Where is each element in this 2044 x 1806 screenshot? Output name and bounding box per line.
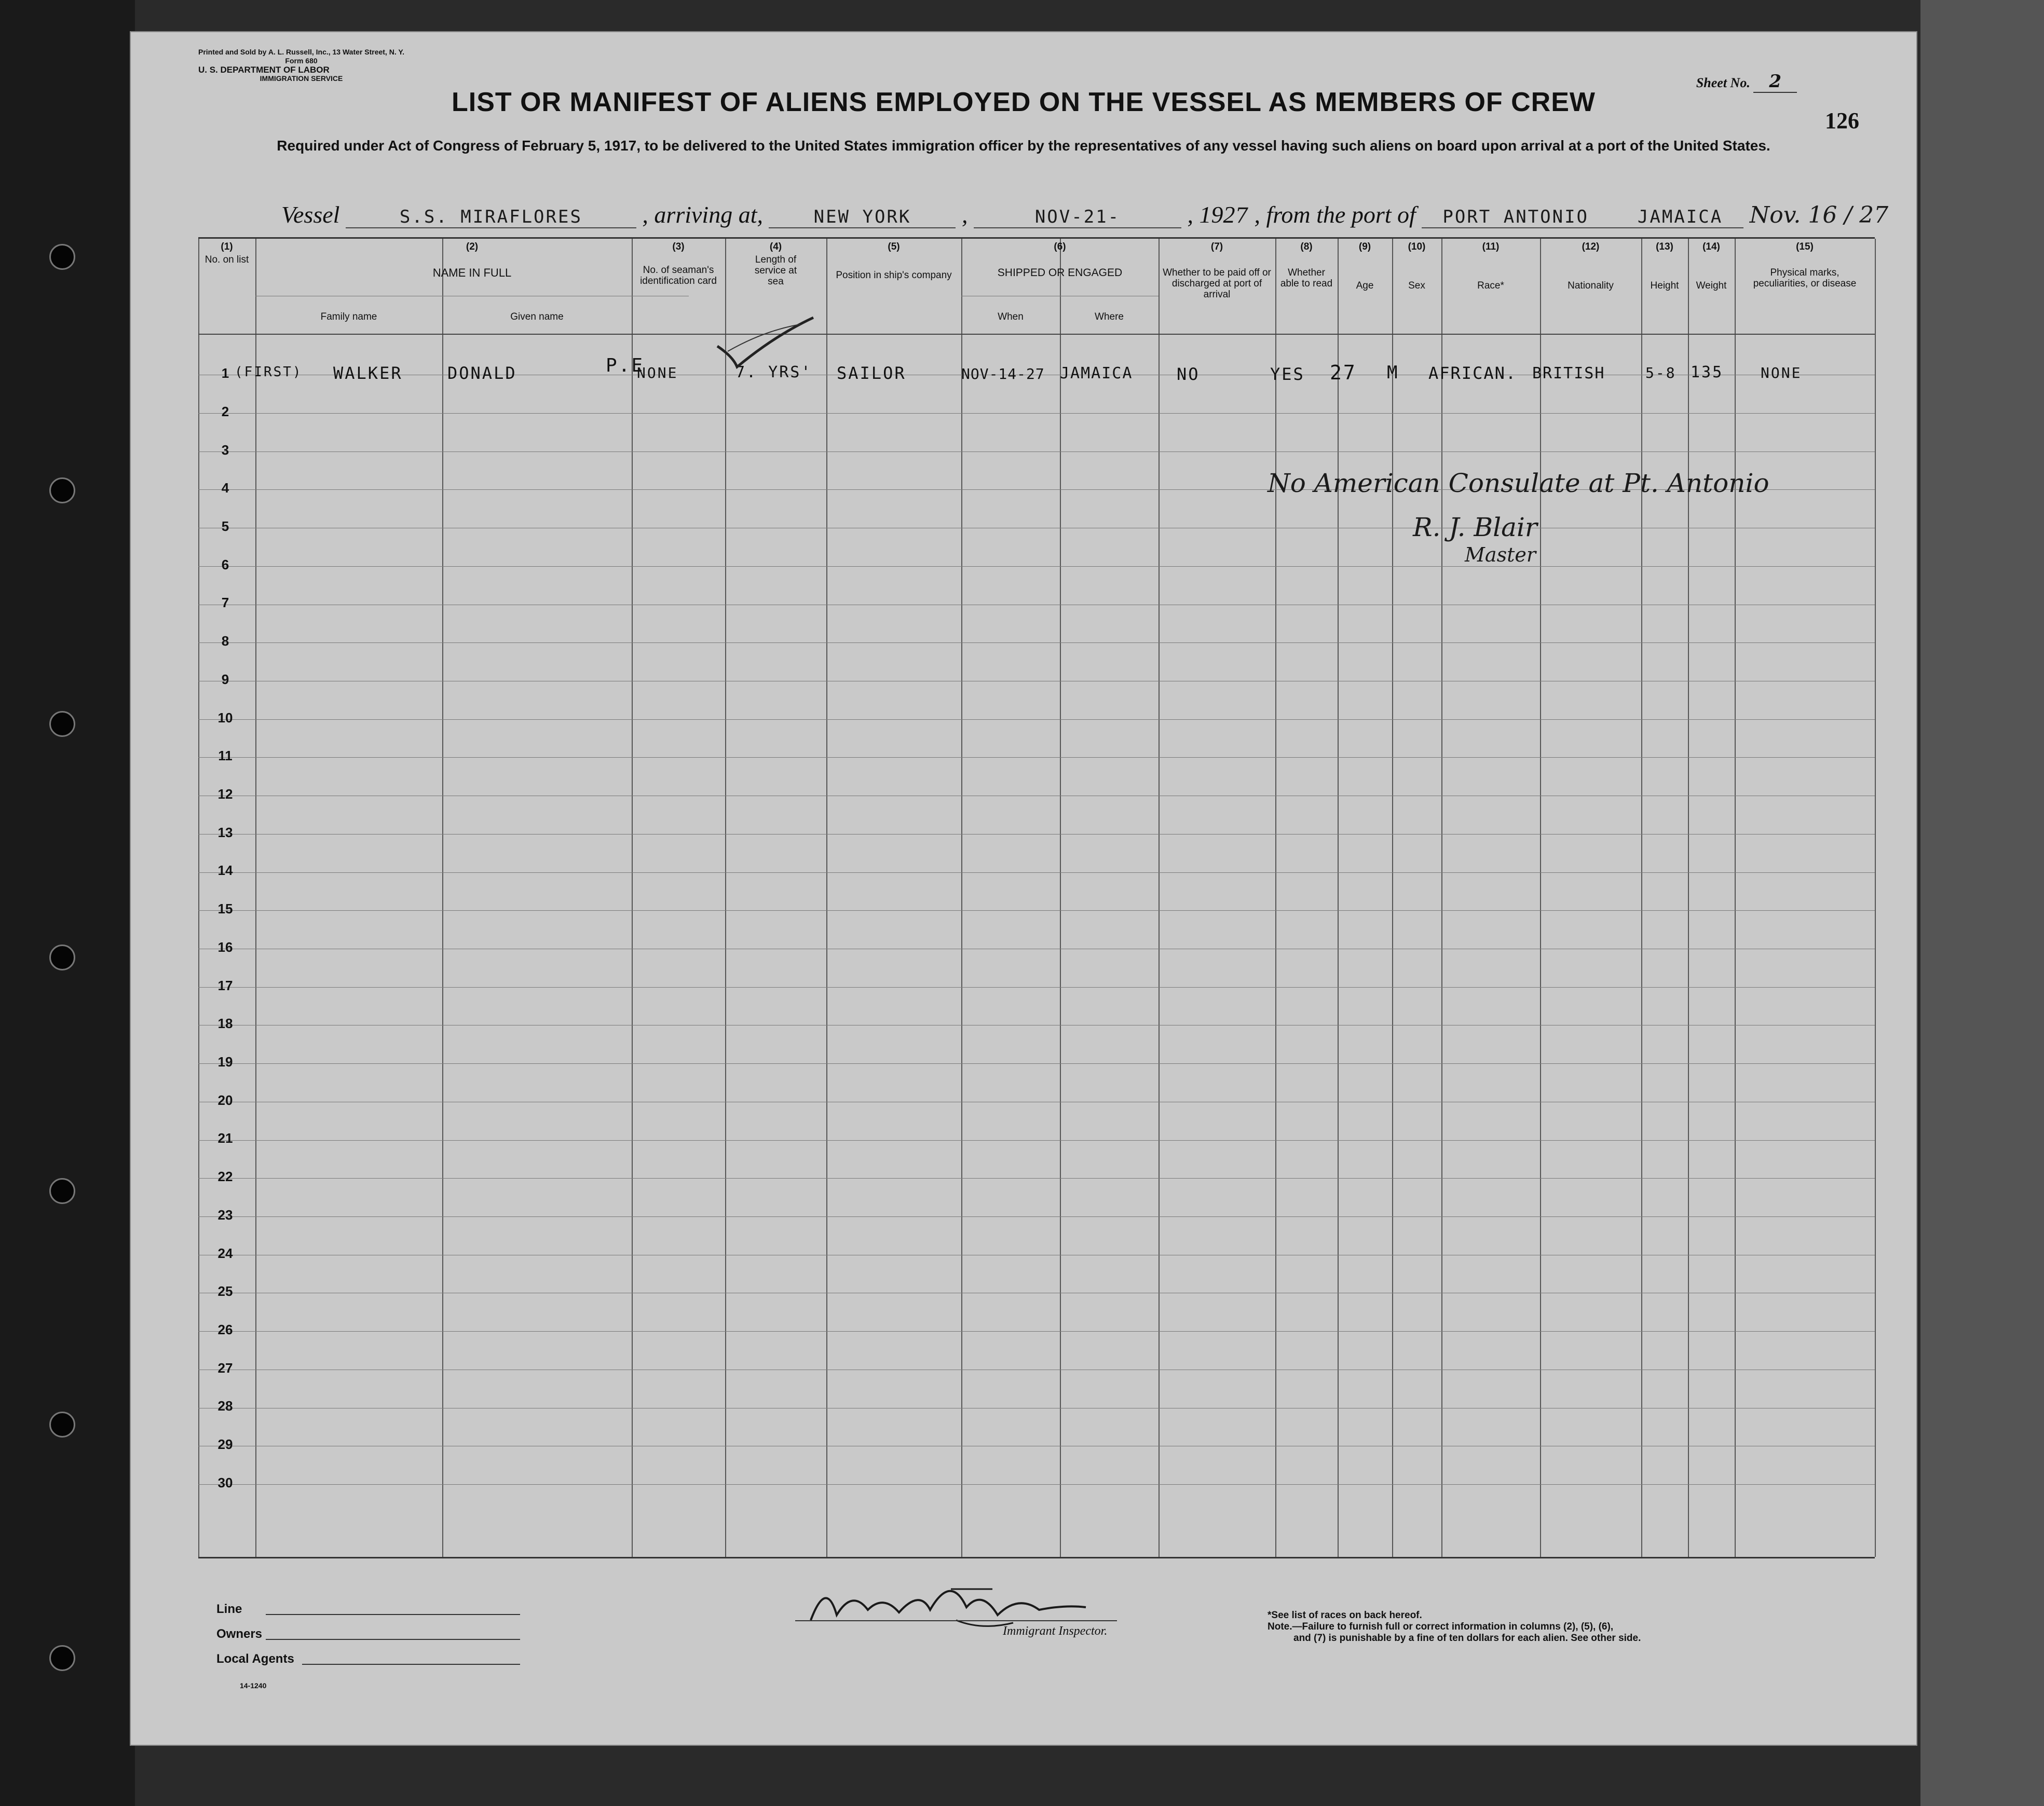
row-number: 21 xyxy=(217,1130,233,1146)
departure-date: Nov. 16 / 27 xyxy=(1749,202,1889,228)
binder-hole xyxy=(49,244,75,270)
row-number: 2 xyxy=(221,404,229,419)
manifest-grid xyxy=(198,237,1875,1558)
col-num-3: (3) xyxy=(672,241,685,252)
col-head-8: Whether able to read xyxy=(1280,267,1333,289)
row-number: 28 xyxy=(217,1398,233,1414)
row-number: 7 xyxy=(221,595,229,610)
vessel-label: Vessel xyxy=(281,201,340,228)
col-num-11: (11) xyxy=(1482,241,1500,252)
col-num-5: (5) xyxy=(888,241,900,252)
entry-sex: M xyxy=(1387,362,1399,383)
col-num-1: (1) xyxy=(221,241,233,252)
col-num-10: (10) xyxy=(1408,241,1426,252)
row-number: 12 xyxy=(217,786,233,802)
col-head-13: Height xyxy=(1650,280,1679,291)
service-name: IMMIGRATION SERVICE xyxy=(260,74,343,83)
row-number: 8 xyxy=(221,633,229,649)
row-number: 5 xyxy=(221,518,229,534)
form-title: LIST OR MANIFEST OF ALIENS EMPLOYED ON THE VESSEL AS MEMBERS OF CREW xyxy=(452,87,1596,117)
entry-nationality: BRITISH xyxy=(1532,364,1605,382)
row-number: 30 xyxy=(217,1475,233,1490)
row-number: 14 xyxy=(217,863,233,878)
binder-strip xyxy=(0,0,135,1806)
sheet-value: 2 xyxy=(1753,71,1797,93)
col-head-1: No. on list xyxy=(205,254,249,265)
row-number: 4 xyxy=(221,480,229,496)
col-sub-when: When xyxy=(998,311,1024,322)
col-num-12: (12) xyxy=(1582,241,1600,252)
sheet-label: Sheet No. xyxy=(1696,75,1750,90)
row-number: 22 xyxy=(217,1169,233,1184)
col-sub-family: Family name xyxy=(320,311,377,322)
check-mark-icon xyxy=(712,315,816,372)
entry-race: AFRICAN. xyxy=(1428,363,1517,383)
col-head-10: Sex xyxy=(1408,280,1425,291)
row-number: 20 xyxy=(217,1092,233,1108)
col-head-4: Length of service at sea xyxy=(754,254,797,287)
row-number: 9 xyxy=(221,672,229,687)
year-prefix: 192 xyxy=(1199,201,1235,228)
row-number: 29 xyxy=(217,1436,233,1452)
binder-hole xyxy=(49,1412,75,1438)
col-num-15: (15) xyxy=(1796,241,1814,252)
col-head-14: Weight xyxy=(1696,280,1727,291)
row-number: 23 xyxy=(217,1207,233,1223)
col-num-8: (8) xyxy=(1300,241,1313,252)
departure-port: PORT ANTONIO JAMAICA xyxy=(1422,207,1743,228)
row-number: 18 xyxy=(217,1016,233,1031)
entry-when: NOV-14-27 xyxy=(961,365,1045,382)
department-name: U. S. DEPARTMENT OF LABOR xyxy=(198,65,330,75)
row-number: 26 xyxy=(217,1322,233,1337)
arrival-port: NEW YORK xyxy=(769,207,956,228)
col-num-7: (7) xyxy=(1210,241,1223,252)
page-number: 126 xyxy=(1825,108,1859,133)
entry-weight: 135 xyxy=(1691,363,1724,381)
binder-hole xyxy=(49,945,75,970)
entry-age: 27 xyxy=(1330,361,1357,384)
col-sub-where: Where xyxy=(1095,311,1124,322)
entry-pe-mark: P.E xyxy=(606,355,645,376)
col-num-4: (4) xyxy=(769,241,782,252)
printer-line: Printed and Sold by A. L. Russell, Inc., 13 Water Street, N. Y. xyxy=(198,48,405,56)
entry-given-name: DONALD xyxy=(447,363,517,383)
inspector-label: Immigrant Inspector. xyxy=(1003,1624,1108,1638)
row-number: 19 xyxy=(217,1054,233,1070)
annotation-title: Master xyxy=(1465,543,1536,566)
row-number: 3 xyxy=(221,442,229,458)
col-num-9: (9) xyxy=(1358,241,1371,252)
entry-where: JAMAICA xyxy=(1060,364,1133,382)
col-head-12: Nationality xyxy=(1568,280,1614,291)
col-head-7: Whether to be paid off or discharged at port of arrival xyxy=(1163,267,1271,300)
row-number: 11 xyxy=(218,748,233,763)
col-num-13: (13) xyxy=(1656,241,1673,252)
row-number: 10 xyxy=(217,710,233,726)
col-head-5: Position in ship's company xyxy=(836,270,952,281)
entry-marks: NONE xyxy=(1761,364,1802,381)
entry-prefix: (FIRST) xyxy=(235,364,303,380)
entry-position: SAILOR xyxy=(837,363,906,383)
entry-paid-off: NO xyxy=(1177,364,1200,384)
year-suffix: 7 xyxy=(1235,204,1248,228)
entry-card: NONE xyxy=(637,364,678,381)
entry-read: YES xyxy=(1270,364,1305,384)
row-number: 27 xyxy=(217,1360,233,1376)
binder-hole xyxy=(49,1645,75,1671)
footer-note-penalty-cont: and (7) is punishable by a fine of ten dollars for each alien. See other side. xyxy=(1293,1633,1641,1644)
col-head-15: Physical marks, peculiarities, or disease xyxy=(1753,267,1857,289)
entry-family-name: WALKER xyxy=(333,363,403,383)
vessel-line: Vessel S.S. MIRAFLORES , arriving at, NEW YORK , NOV-21- , 1927 , from the port of PORT ANTONIO JAMAICA Nov. 16 / 27 xyxy=(281,201,1889,228)
row-number: 13 xyxy=(217,825,233,840)
printer-info xyxy=(198,48,404,83)
col-num-6: (6) xyxy=(1054,241,1066,252)
entry-height: 5-8 xyxy=(1645,364,1677,381)
annotation-consulate: No American Consulate at Pt. Antonio xyxy=(1268,468,1769,498)
arriving-label: , arriving at, xyxy=(642,201,763,228)
col-head-9: Age xyxy=(1356,280,1374,291)
row-number: 17 xyxy=(217,978,233,993)
row-number: 24 xyxy=(217,1246,233,1261)
binder-hole xyxy=(49,711,75,737)
form-subtitle: Required under Act of Congress of February 5, 1917, to be delivered to the United States immigration officer by the representatives of any vessel having such aliens on board upon arrival at a port of the United States. xyxy=(277,138,1770,154)
row-number: 1 xyxy=(221,365,229,381)
entry-service: 7. YRS' xyxy=(735,363,812,381)
col-num-2: (2) xyxy=(466,241,479,252)
col-head-6: SHIPPED OR ENGAGED xyxy=(997,267,1123,279)
vessel-name: S.S. MIRAFLORES xyxy=(346,207,636,228)
row-number: 25 xyxy=(217,1283,233,1299)
footer-owners-label: Owners xyxy=(216,1627,263,1641)
binder-hole xyxy=(49,1178,75,1204)
col-sub-given: Given name xyxy=(510,311,564,322)
annotation-signature: R. J. Blair xyxy=(1413,512,1537,542)
row-number: 6 xyxy=(221,557,229,572)
footer-agents-label: Local Agents xyxy=(216,1652,294,1666)
col-num-14: (14) xyxy=(1702,241,1720,252)
col-head-3: No. of seaman's identification card xyxy=(640,265,717,286)
row-number: 15 xyxy=(217,901,233,916)
footer-form-code: 14-1240 xyxy=(240,1681,267,1690)
footer-note-penalty: Note.—Failure to furnish full or correct information in columns (2), (5), (6), xyxy=(1268,1621,1614,1632)
col-head-2: NAME IN FULL xyxy=(432,266,512,279)
row-number: 16 xyxy=(217,939,233,955)
footer-note-races: *See list of races on back hereof. xyxy=(1268,1610,1422,1621)
col-head-11: Race* xyxy=(1477,280,1504,291)
footer-line-label: Line xyxy=(216,1602,242,1616)
form-number: Form 680 xyxy=(285,57,318,65)
scan-background xyxy=(1920,0,2044,1806)
manifest-page xyxy=(130,31,1917,1746)
arrival-date: NOV-21- xyxy=(974,207,1181,228)
from-port-label: , from the port of xyxy=(1254,201,1416,228)
binder-hole xyxy=(49,477,75,503)
